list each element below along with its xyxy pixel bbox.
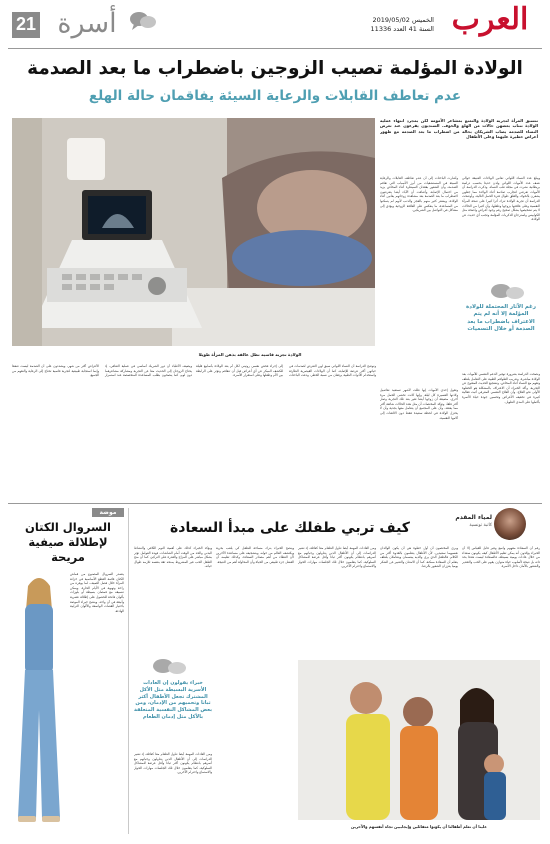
fashion-body: يتصدر السروال المصنوع من قماش الكتان قائمة القطع الأساسية في خزانة المرأة خلال فصل الصيف، لما يوفره من راحة وتهوية في الأيام الحارة، ويمكن تنسيقه مع قمصان بسيطة أو بلوزات بألوان فاتحة للحصول على إطلالة عصرية وأنيقة في آن واحد، وينصح خبراء الموضة باختيار القصات الواسعة والألوان الترابية الهادئة. <box>70 572 124 613</box>
fashion-column-rule <box>128 508 129 834</box>
lead-column-3: ونصحت الدراسة بضرورة توفير الدعم النفسي للأمهات بعد الولادة مباشرة، وتدريب الطواقم الطبية على التعامل بلطف وتفهم مع النساء أثناء المخاض، وتشجيع الحديث المفتوح عن التجربة، وأكد الخبراء أن الاعتراف بالمشكلة هو الخطوة الأولى نحو العلاج، وأن العلاج النفسي المعرفي أثبت فعالية كبيرة في تخفيف الأعراض وتحسين جودة حياة الأسرة بأكملها على المدى الطويل. <box>462 372 540 404</box>
lead-photo <box>12 118 375 346</box>
feature-column-2: ويرى المختصون أن أول خطوة هي أن يكون الوالدان نفسيهما سعيدين، لأن الأطفال يتعلمون بالقدوة أكثر من الكلام، فالطفل الذي يرى والديه يبتسمان ويتعاملان بلطف يتعلم أن السعادة ممكنة، كما أن الامتنان والتعبير عن الشكر يوميا يعززان الشعور بالرضا. <box>380 546 458 569</box>
ultrasound-scene-illustration <box>12 118 375 346</box>
lead-column-4: وتقول إحدى الأمهات إنها ظلت لأشهر تستعيد تفاصيل ولادتها العسيرة كل ليلة، وإنها كانت تخشى الحمل مرة أخرى، مضيفة أن زوجها أيضا تغير بعد تلك التجربة وصار أكثر قلقا، وتؤكد المختصات أن مثل هذه الحالات شائعة أكثر مما يعتقد، وأن على المجتمع أن يتعامل معها بجدية وأن لا يختزل الولادة في لحظة سعيدة فقط دون الالتفات إلى آلامها النفسية. <box>380 388 458 420</box>
newspaper-logo: العرب <box>451 2 529 37</box>
feature-subhead: خبراء يقولون إن العادات الأسرية البسيطة مثل الأكل المشترك تجعل الأطفال أكثر ثباتا وتحميهم من الإدمان، ومن بعض المشاكل النفسية المتعلقة بالأكل مثل إدمان الطعام <box>134 680 212 720</box>
lead-column-6: ويضيف الأطباء أن دور الشريك أساسي في عملية التعافي، إذ يحتاج الزوجان إلى الحديث معا عن التجربة ومشاركة مشاعرهما دون لوم، كما ينصحون بطلب المساعدة المتخصصة عند استمرار الأعراض أكثر من شهر، ويشددون على أن الصدمة ليست ضعفا وإنما استجابة طبيعية لتجربة قاسية تحتاج إلى الرعاية والتفهم من الجميع. <box>12 364 192 378</box>
lead-column-5: وتوضح الدراسة أن النساء اللواتي سبق لهن التعرض لصدمات في حياتهن أكثر عرضة للإصابة، كما أن الولادات القيصرية الطارئة واستخدام الأدوات الطبية يرفعان من نسبة الخطر، ودعت الباحثات إلى إجراء فحص نفسي روتيني لكل أم بعد الولادة بأسابيع قليلة للكشف المبكر عن أي أعراض قبل أن تتفاقم وتؤثر على الرابطة بين الأم وطفلها وعلى استقرار الأسرة. <box>196 364 376 378</box>
author-name: لمياء المقدم <box>455 514 492 521</box>
fashion-headline: السروال الكتان لإطلالة صيفية مريحة <box>25 520 111 564</box>
author-photo <box>494 508 526 540</box>
page-number: 21 <box>15 14 37 34</box>
feature-column-1: رغم أن السعادة مفهوم واسع وغير قابل للقياس إلا أن الخبراء يؤكدون أنه يمكن تعليم الأطفال كيف يكونون سعداء من خلال عادات يومية بسيطة، فالسعادة ليست هدفا بحد ذاته بل نتيجة لأسلوب حياة متوازن يقوم على الحب والتقدير والشعور بالأمان داخل الأسرة. <box>462 546 540 569</box>
section-icon <box>128 10 158 32</box>
quote-icon <box>150 658 190 676</box>
date: الخميس 2019/05/02 <box>372 16 434 24</box>
feature-headline: كيف تربي طفلك على مبدأ السعادة <box>170 520 410 536</box>
author-role: كاتبة تونسية <box>469 523 492 528</box>
feature-column-4: وينصح الخبراء بترك مساحة للطفل كي يلعب بحرية ويكتشف العالم من حوله، وبتشجيعه على مساعدة الآخرين لأن العطاء من أهم مصادر السعادة، وكذلك تعليمه أن الفشل جزء طبيعي من الحياة وأن المحاولة أهم من النتيجة. <box>216 546 294 564</box>
feature-column-6: ومن العادات المهمة أيضا تناول الطعام معا كعائلة، إذ تشير الدراسات إلى أن الأطفال الذين يتناولون وجباتهم مع أسرهم بانتظام يكونون أكثر ثباتا وأقل عرضة للمشاكل السلوكية، كما يتعلمون خلال تلك الجلسات مهارات الحوار والاستماع واحترام الآخرين. <box>134 752 212 775</box>
feature-column-5: ويؤكد الخبراء كذلك على أهمية النوم الكافي والنشاط البدني والحد من الوقت أمام الشاشات، فهذه العوامل تؤثر بشكل مباشر على المزاج والقدرة على التركيز، كما أن منح الطفل الحب غير المشروط يمنحه ثقة بنفسه تلازمه طوال حياته. <box>134 546 212 569</box>
feature-quote-marks <box>150 658 190 676</box>
family-photo-illustration <box>298 660 540 820</box>
feature-column-3: ومن العادات المهمة أيضا تناول الطعام معا كعائلة، إذ تشير الدراسات إلى أن الأطفال الذين يتناولون وجباتهم مع أسرهم بانتظام يكونون أكثر ثباتا وأقل عرضة للمشاكل السلوكية، كما يتعلمون خلال تلك الجلسات مهارات الحوار والاستماع واحترام الآخرين. <box>298 546 376 569</box>
lead-pullquote-marks <box>488 283 528 301</box>
masthead-rule <box>8 48 542 49</box>
lead-column-2: وأشارت الباحثات إلى أن عدم تعاطف القابلات والرعاية السيئة في المستشفيات من أبرز الأسباب التي تفاقم الصدمة، وأن الشعور بفقدان السيطرة أثناء المخاض يزيد من احتمال الإصابة، وأضافت أن الآباء أيضا يتعرضون لاضطراب ما بعد الصدمة بعد مشاهدة زوجاتهم يعانين أثناء الولادة، ويشعر كثير منهم بالعجز والذنب لأنهم لم يتمكنوا من المساعدة، ما ينعكس على العلاقة الزوجية ويؤدي إلى مشاكل في التواصل بين الشريكين. <box>380 176 458 213</box>
woman-in-linen-trousers-illustration <box>10 570 68 830</box>
lead-headline: الولادة المؤلمة تصيب الزوجين باضطراب ما بعد الصدمة <box>27 58 523 79</box>
lead-intro: تتسبق المرأة لتجربة الولادة والتمتع بمشاعر الأمومة لكن بمجرد انتهاء عملية الولادة تنتاب بعضهن حالات من الهلع والخوف. السنديون يقرعون عند تعرض النساء للصدمة يصاب الشريكان بحالة من اضطراب ما بعد الصدمة مع ظهور أعراض خطيرة عليهما وعلى الأطفال <box>380 118 538 140</box>
issue-number: السنة 41 العدد 11336 <box>370 25 434 33</box>
lead-pullquote: رغم الآثار المحتملة للولادة المؤلمة إلا أنه لم يتم الاعتراف باضطراب ما بعد الصدمة أو خلال التسميات <box>466 304 536 333</box>
lead-bottom-rule <box>8 503 542 504</box>
feature-photo-caption: علينا أن نعلم أطفالنا أن يكونوا متفائلين وإيجابيين تجاه أنفسهم والآخرين <box>351 824 487 829</box>
lead-photo-caption: الولادة تجربة قاسية تظل عالقة بذهن المرأة طويلا <box>198 352 302 357</box>
fashion-photo <box>10 570 68 830</box>
speech-bubbles-icon <box>128 10 158 32</box>
section-title: أسرة <box>57 8 117 39</box>
lead-subheadline: عدم تعاطف القابلات والرعاية السيئة يفاقمان حالة الهلع <box>88 88 462 104</box>
masthead <box>0 0 550 52</box>
quote-icon <box>488 283 528 301</box>
lead-column-1: ويبلغ عدد النساء اللواتي تعانين الولادات العنيفة حوالي نصف عدد الأمهات اللواتي ولدن حديثا بحسب دراسة بريطانية نشرت في مجلة طب النساء، وذكرت الدراسة أن الأمهات تعرضن لتجارب صادمة أثناء الولادة مما جعلهن يشعرن بالخوف والقلق طوال فترة الحمل التالية، وأوضحت الدراسة أن تجربة الولادة تترك أثرا كبيرا على صحة المرأة النفسية وعلى علاقتها بزوجها وطفلها، وأن كثيرا من الحالات لا يتم تشخيصها بشكل صحيح رغم وجود أعراض واضحة مثل الكوابيس واسترجاع الذكريات المؤلمة وتجنب أي حديث عن الولادة. <box>462 176 540 222</box>
fashion-tag: موضة <box>92 508 124 517</box>
feature-photo <box>298 660 540 820</box>
